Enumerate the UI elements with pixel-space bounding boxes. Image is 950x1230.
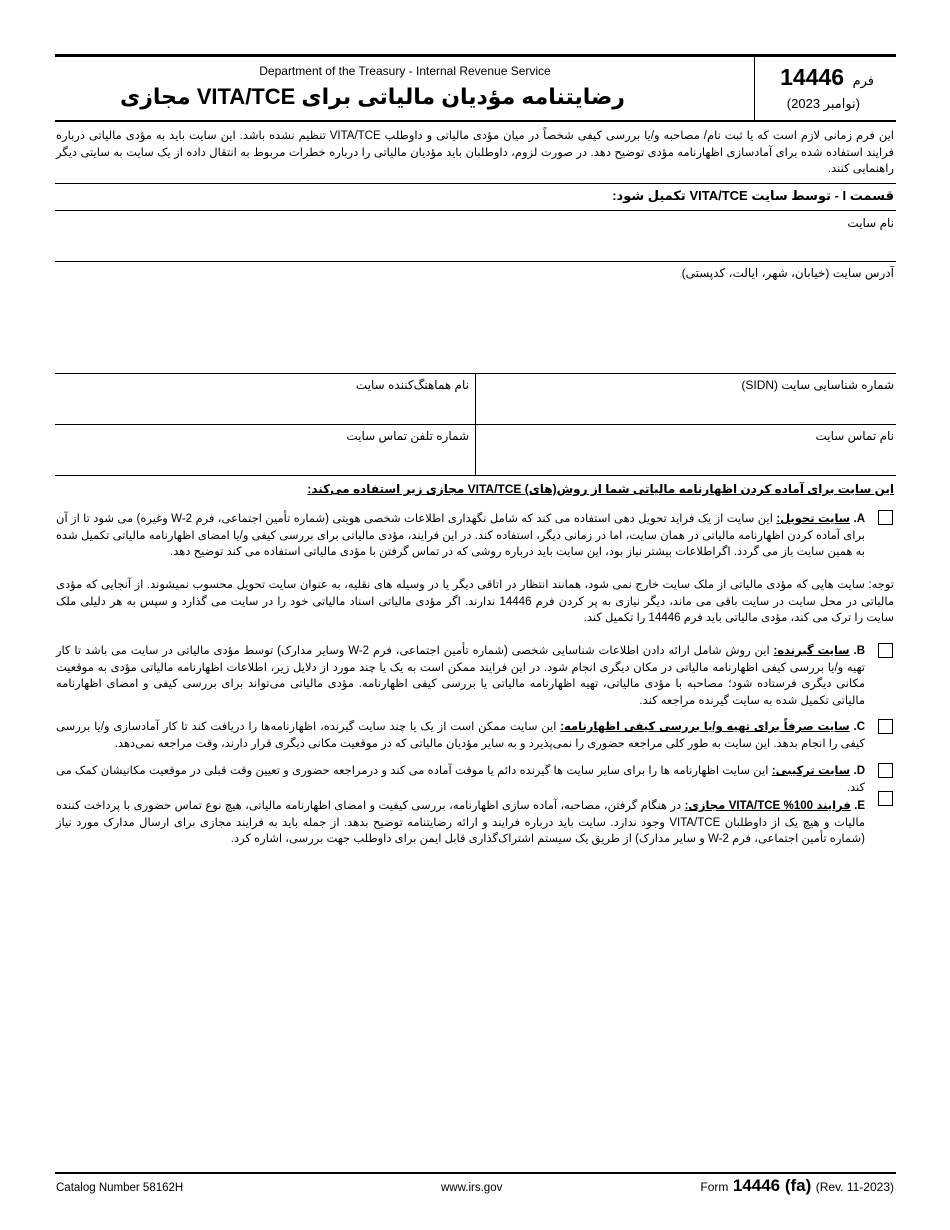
site-name-label: نام سایت: [847, 216, 894, 230]
option-e-text: [56, 798, 865, 848]
option-d-text: [56, 763, 865, 796]
part1-heading: قسمت I - توسط سایت VITA/TCE تکمیل شود:: [612, 188, 894, 203]
irs-website: www.irs.gov: [441, 1182, 503, 1194]
site-address-label: آدرس سایت (خیابان، شهر، ایالت، کدپستی): [681, 266, 894, 280]
option-d-title: سایت ترکیبی:: [771, 765, 851, 777]
site-name-field[interactable]: [56, 232, 894, 260]
option-d-body: این سایت اظهارنامه ها را برای سایر سایت ها گیرنده دائم یا موقت آماده می کند و درمراجعه حضوری و تعیین وقت قبلی در موقعیت مکانیشان کمک می کند.: [56, 765, 865, 794]
contact-name-label: نام تماس سایت: [815, 429, 894, 443]
grid-middle-rule: [55, 424, 896, 425]
contact-phone-label: شماره تلفن تماس سایت: [346, 429, 469, 443]
site-address-field[interactable]: [56, 284, 894, 372]
catalog-number: Catalog Number 58162H: [56, 1182, 184, 1194]
coordinator-field[interactable]: [56, 394, 472, 422]
option-b-checkbox[interactable]: [878, 643, 893, 658]
form-date: (نوامبر 2023): [786, 96, 860, 111]
option-a-text: [56, 511, 865, 561]
sidn-label: شماره شناسایی سایت (SIDN): [741, 378, 894, 392]
option-b-body: این روش شامل ارائه دادن اطلاعات شناسایی شخصی (شماره تأمین اجتماعی، فرم W-2 وسایر مدارک) توسط مؤدی مالیاتی در سایت می باشد تا کار تهیه و/یا بررسی کیفی اظهارنامه مالیاتی در مکان دیگری انجام شود. در این فرایند ممکن است به یک یا چند مورد از دلایل زیر، اطلاعات اظهارنامه مالیاتی مؤدی به موقعیت مکانی دیگری فرستاده شود؛ مصاحبه با مؤدی مالیاتی، تهیه اظهارنامه مالیاتی یا بررسی کیفی اظهارنامه. مؤدی مالیاتی می‌تواند برای بررسی کیفی و امضای اظهارنامه مالیاتی تکمیل شده به سایت گیرنده مراجعه کند.: [56, 645, 865, 707]
footer-form-word: Form: [700, 1180, 729, 1194]
option-b-text: [56, 643, 865, 709]
part1-rule: [55, 210, 896, 211]
option-e-body: در هنگام گرفتن، مصاحبه، آماده سازی اظهارنامه، بررسی کیفیت و امضای اظهارنامه مالیاتی، هیچ نوع تماس حضوری با پرداخت کننده مالیات و هیچ یک از داوطلبان VITA/TCE وجود ندارد. سایت باید درباره فرایند و ارائه رضایتنامه توضیح بدهد. از جمله باید به فرایند مجازی برای ارسال مدارک مورد نیاز (شماره تأمین اجتماعی، فرم W-2 و سایر مدارک) از طریق یک سیستم اشتراک‌گذاری قابل ایمن برای داوطلب جهت بررسی، اشاره کرد.: [56, 800, 865, 845]
option-e-letter: E.: [854, 800, 866, 812]
sidn-field[interactable]: [478, 394, 894, 422]
option-a-body: این سایت از یک فراید تحویل دهی استفاده می کند که شامل نگهداری اطلاعات شخصی هویتی (شماره تأمین اجتماعی، فرم W-2 وغیره) می شود تا از آن برای آماده کردن اظهارنامه مالیاتی در همان سایت، اما در زمانی دیگر، استفاده کند. در این فرایند، مؤدی مالیاتی برای بررسی کیفی و/یا امضای اظهارنامه مالیاتی تکمیل شده به همین سایت باز می گردد. اگراطلاعات بیشتر نیاز بود، این سایت باید درباره روشی که در تماس گرفتن با مؤدی مالیاتی استفاده می کند توضیح دهد.: [56, 513, 865, 558]
part1-bottom-rule: [55, 475, 896, 476]
option-b-letter: B.: [853, 645, 865, 657]
option-a-letter: A.: [853, 513, 865, 525]
contact-phone-field[interactable]: [56, 445, 472, 473]
option-e-checkbox[interactable]: [878, 791, 893, 806]
option-c-title: سایت صرفاً برای تهیه و/یا بررسی کیفی اظهارنامه:: [560, 721, 850, 733]
footer-form-id: [700, 1176, 894, 1196]
option-c-body: این سایت ممکن است از یک یا چند سایت گیرنده، اظهارنامه‌ها را دریافت کند تا کار آمادسازی و/یا بررسی کیفی را انجام بدهد. این سایت به طور کلی مراجعه حضوری را نمی‌پذیرد و به سایر مؤدیان مالیاتی که در موقعیت مکانی دیگری قرار دارند، وقت مراجعه نمی‌دهد.: [56, 721, 865, 750]
intro-rule: [55, 183, 896, 184]
option-c-letter: C.: [853, 721, 865, 733]
department-name: Department of the Treasury - Internal Revenue Service: [259, 64, 551, 78]
form-number: 14446: [780, 64, 845, 90]
coordinator-label: نام هماهنگ‌کننده سایت: [355, 378, 469, 392]
option-b-title: سایت گیرنده:: [773, 645, 850, 657]
delivery-note: توجه: سایت هایی که مؤدی مالیاتی از ملک سایت خارج نمی شود، همانند انتظار در اتاقی دیگر یا در وسیله های نقلیه، به عنوان سایت تحویل محسوب نمیشوند. از آنجایی که مؤدی مالیاتی در محل سایت در سایت باقی می ماند، دیگر نیازی به پر کردن فرم 14446 ندارند. اگر مؤدی مالیاتی اسناد مالیاتی خود را در سایت می گذارد و سپس به هر دلیلی ملک سایت را ترک می کند، مؤدی مالیاتی باید فرم 14446 را تکمیل کند.: [56, 579, 894, 624]
title-part-2: مجازی: [120, 84, 197, 109]
footer-form-number: 14446 (fa): [732, 1176, 812, 1195]
header-bottom-rule: [55, 120, 896, 122]
form-prefix: فرم: [852, 73, 874, 88]
option-a-title: سایت تحویل:: [776, 513, 851, 525]
footer-revision: (Rev. 11-2023): [815, 1180, 894, 1194]
option-c-checkbox[interactable]: [878, 719, 893, 734]
option-e-title: فرایند 100% VITA/TCE مجازی:: [684, 800, 851, 812]
footer-rule: [55, 1172, 896, 1174]
option-d-letter: D.: [853, 765, 865, 777]
title-part-1: رضایتنامه مؤدیان مالیاتی برای: [295, 84, 625, 109]
methods-heading: این سایت برای آماده کردن اظهارنامه مالیاتی شما از روش(های) VITA/TCE مجازی زیر استفاده می‌کند:: [307, 482, 894, 496]
contact-name-field[interactable]: [478, 445, 894, 473]
intro-paragraph: این فرم زمانی لازم است که یا ثبت نام/ مصاحبه و/یا بررسی کیفی شخصاً در میان مؤدی مالیاتی و داوطلب VITA/TCE تنظیم نشده باشد. این سایت باید به مؤدی مالیاتی درباره فرایند استفاده شده برای آمادسازی اظهارنامه مؤدی توضیح دهد. در صورت لزوم، داوطلبان باید مؤدیان مالیاتی را درباره خطرات مربوط به انتقال داده از یک سایت به سایتی دیگر راهنمایی کنند.: [56, 130, 894, 175]
top-rule: [55, 54, 896, 57]
option-d-checkbox[interactable]: [878, 763, 893, 778]
header-divider: [754, 56, 755, 121]
title-vita: VITA/TCE: [196, 84, 296, 109]
form-title: [120, 84, 625, 110]
site-name-rule: [55, 261, 896, 262]
option-c-text: [56, 719, 865, 752]
form-number-block: [760, 64, 874, 91]
option-a-checkbox[interactable]: [878, 510, 893, 525]
